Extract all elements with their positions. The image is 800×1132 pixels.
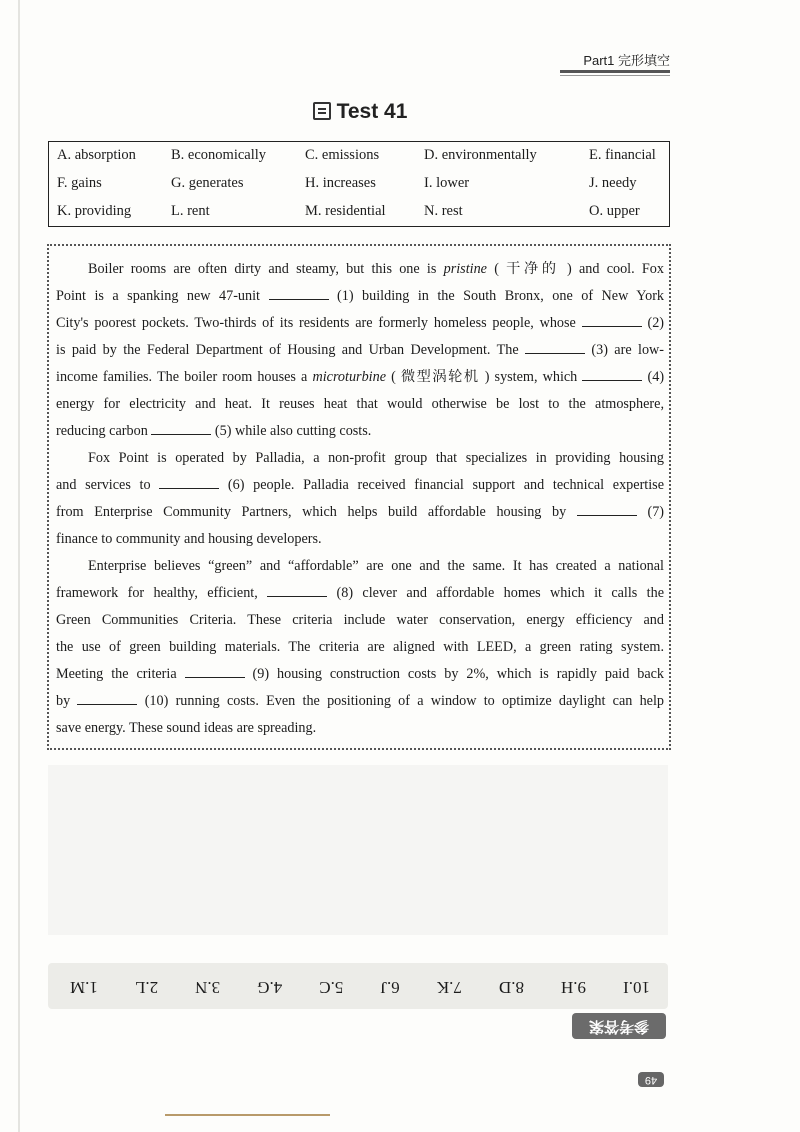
text-line: Fox Point is operated by Palladia, a non-profit group that specializes in providing housing (88, 450, 664, 466)
answer-item: 4.G (257, 978, 283, 997)
text-line: from Enterprise Community Partners, which helps build affordable housing by (7) (56, 499, 664, 526)
text-line: Meeting the criteria (9) housing construction costs by 2%, which is rapidly paid back (56, 661, 664, 688)
answer-item: 10.I (623, 978, 650, 997)
blank-9[interactable] (185, 663, 245, 678)
answer-item: 8.D (498, 978, 524, 997)
answer-item: 6.J (380, 978, 400, 997)
test-icon (313, 102, 331, 120)
section-header: Part1 完形填空 (583, 53, 670, 68)
paragraph-3 (56, 553, 664, 742)
blank-10[interactable] (77, 690, 137, 705)
answer-item: 5.C (319, 978, 344, 997)
word-option: N. rest (424, 203, 463, 219)
bleed-through (48, 765, 668, 935)
word-option: C. emissions (305, 147, 380, 163)
blank-8[interactable] (267, 582, 327, 597)
blank-2[interactable] (582, 312, 642, 327)
blank-5[interactable] (151, 420, 211, 435)
word-option: K. providing (57, 203, 132, 219)
page-number: 49 (638, 1072, 664, 1087)
answer-item: 2.L (134, 978, 159, 997)
text-line: finance to community and housing developers. (56, 531, 322, 547)
word-option: D. environmentally (424, 147, 537, 163)
text-line: Point is a spanking new 47-unit (1) building in the South Bronx, one of New York (56, 283, 664, 310)
blank-4[interactable] (582, 366, 642, 381)
page-edge (18, 0, 20, 1132)
word-option: A. absorption (57, 147, 136, 163)
text-line: by (10) running costs. Even the positioning of a window to optimize daylight can help (56, 688, 664, 715)
answer-key-label: 参考答案 (572, 1013, 666, 1039)
word-option: E. financial (589, 147, 656, 163)
text-line: City's poorest pockets. Two-thirds of its residents are formerly homeless people, whose (2) (56, 310, 664, 337)
answer-key (70, 977, 650, 997)
test-title (0, 100, 720, 124)
word-option: J. needy (589, 175, 637, 191)
bottom-rule (165, 1114, 330, 1116)
blank-6[interactable] (159, 474, 219, 489)
blank-7[interactable] (577, 501, 637, 516)
text-line: income families. The boiler room houses a microturbine ( 微型涡轮机 ) system, which (4) (56, 364, 664, 391)
word-option: G. generates (171, 175, 244, 191)
text-line: reducing carbon (5) while also cutting costs. (56, 418, 664, 445)
word-option: L. rent (171, 203, 210, 219)
word-option: I. lower (424, 175, 470, 191)
test-title-text: Test 41 (336, 100, 408, 123)
text-line: save energy. These sound ideas are spreading. (56, 720, 317, 736)
word-option: H. increases (305, 175, 376, 191)
text-line: Green Communities Criteria. These criteria include water conservation, energy efficiency and (56, 612, 664, 628)
blank-3[interactable] (525, 339, 585, 354)
word-option: M. residential (305, 203, 386, 219)
text-line: is paid by the Federal Department of Housing and Urban Development. The (3) are low- (56, 337, 664, 364)
text-line: Boiler rooms are often dirty and steamy, but this one is pristine ( 干净的 ) and cool. Fox (88, 261, 664, 277)
text-line: the use of green building materials. The criteria are aligned with LEED, a green rating system. (56, 639, 664, 655)
word-option: F. gains (57, 175, 102, 191)
header-rule (560, 70, 670, 73)
paragraph-2 (56, 445, 664, 553)
text-line: Enterprise believes “green” and “affordable” are one and the same. It has created a national (88, 558, 664, 574)
text-line: and services to (6) people. Palladia received financial support and technical expertise (56, 472, 664, 499)
answer-item: 3.N (195, 978, 221, 997)
text-line: framework for healthy, efficient, (8) clever and affordable homes which it calls the (56, 580, 664, 607)
answer-item: 1.M (70, 978, 98, 997)
header-rule-thin (560, 75, 670, 76)
word-option: O. upper (589, 203, 640, 219)
word-option: B. economically (171, 147, 267, 163)
blank-1[interactable] (269, 285, 329, 300)
word-bank (48, 141, 670, 227)
paragraph-1 (56, 256, 664, 445)
answer-item: 9.H (561, 978, 587, 997)
answer-item: 7.K (436, 978, 462, 997)
text-line: energy for electricity and heat. It reuses heat that would otherwise be lost to the atmosphere, (56, 396, 664, 412)
